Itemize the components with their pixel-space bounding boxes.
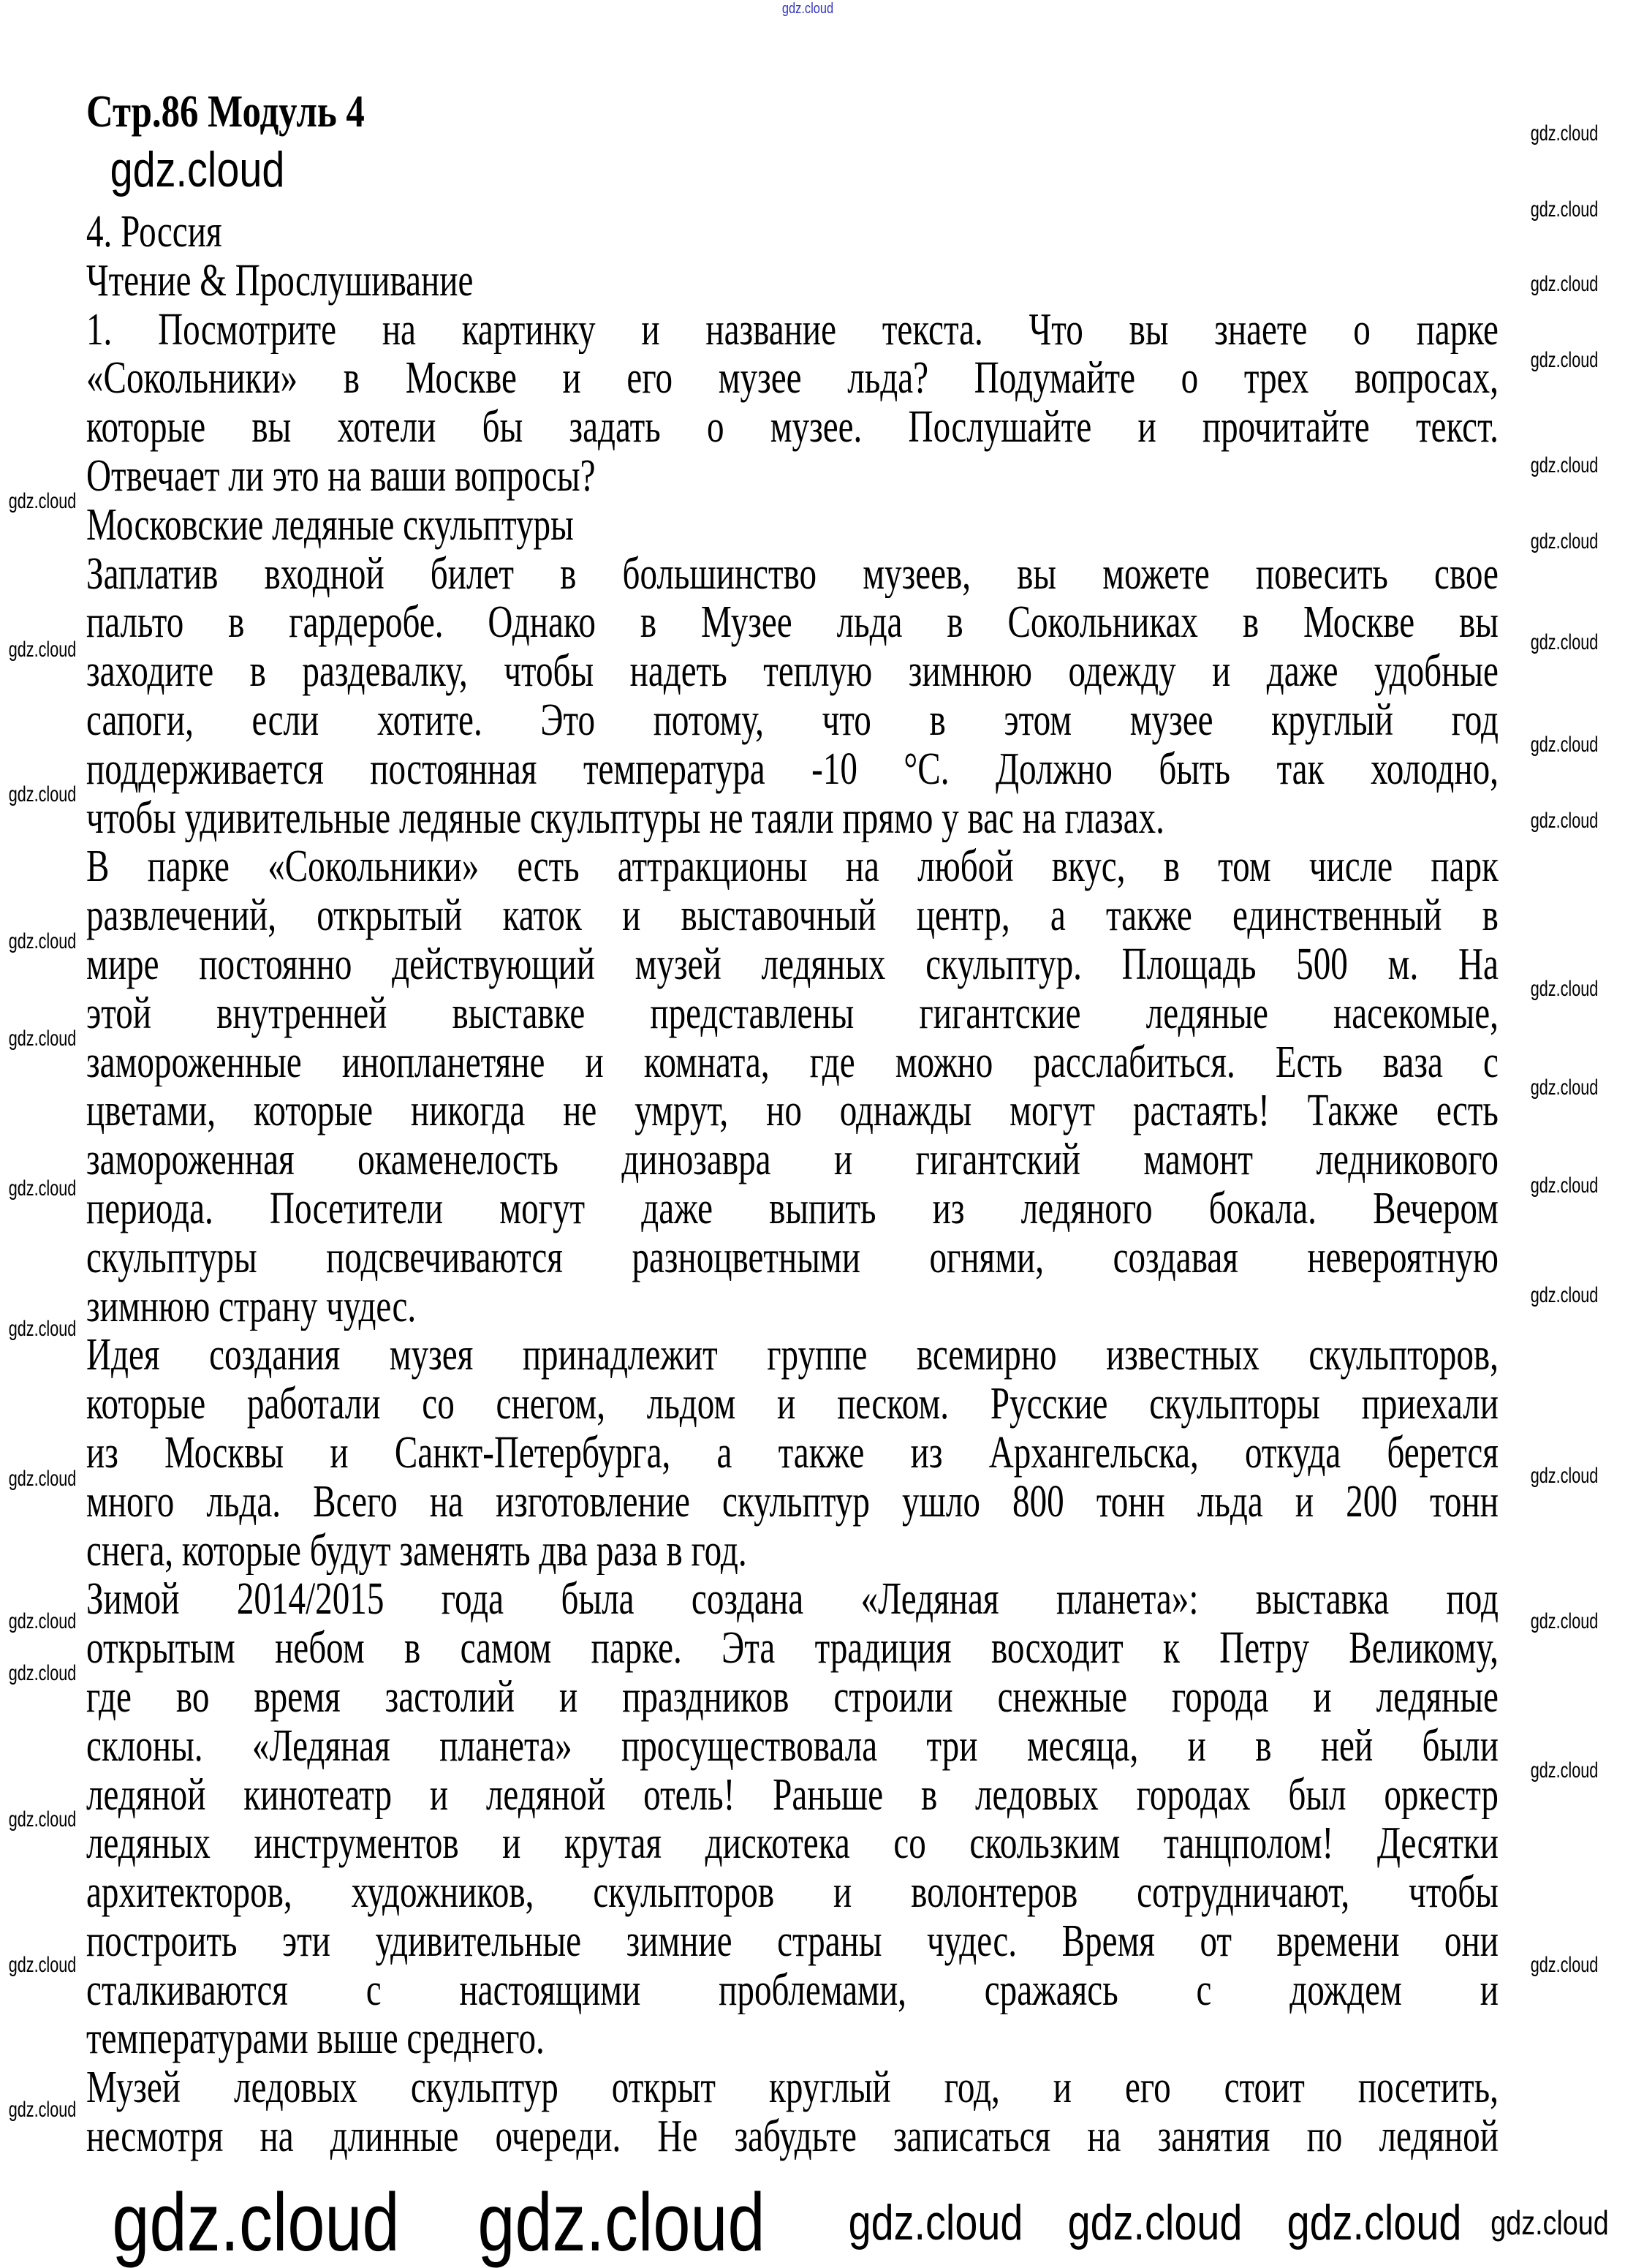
- text-line: замороженная окаменелость динозавра и гигантский мамонт ледникового: [86, 1135, 1499, 1184]
- watermark-text: gdz.cloud: [1490, 2204, 1609, 2242]
- text-line: заходите в раздевалку, чтобы надеть теплую зимнюю одежду и даже удобные: [86, 647, 1499, 696]
- watermark-text: gdz.cloud: [1530, 1076, 1599, 1100]
- watermark-text: gdz.cloud: [1530, 272, 1599, 296]
- text-line: склоны. «Ледяная планета» просуществовала три месяца, и в ней были: [86, 1721, 1499, 1771]
- watermark-text: gdz.cloud: [1530, 1758, 1599, 1783]
- text-line: пальто в гардеробе. Однако в Музее льда в Сокольниках в Москве вы: [86, 598, 1499, 648]
- text-line: сапоги, если хотите. Это потому, что в этом музее круглый год: [86, 695, 1499, 745]
- text-line: Заплатив входной билет в большинство музеев, вы можете повесить свое: [86, 549, 1499, 599]
- text-line: чтобы удивительные ледяные скульптуры не таяли прямо у вас на глазах.: [86, 793, 1164, 843]
- watermark-text: gdz.cloud: [1530, 1173, 1599, 1198]
- watermark-text: gdz.cloud: [8, 1953, 77, 1977]
- watermark-text: gdz.cloud: [1530, 1953, 1599, 1977]
- text-line: развлечений, открытый каток и выставочный центр, а также единственный в: [86, 891, 1499, 940]
- text-line: Музей ледовых скульптур открыт круглый год, и его стоит посетить,: [86, 2063, 1499, 2113]
- text-line: ледяных инструментов и крутая дискотека со скользким танцполом! Десятки: [86, 1819, 1499, 1869]
- watermark-text: gdz.cloud: [8, 782, 77, 806]
- text-line: цветами, которые никогда не умрут, но однажды могут растаять! Также есть: [86, 1086, 1499, 1136]
- text-line: архитекторов, художников, скульпторов и волонтеров сотрудничают, чтобы: [86, 1868, 1499, 1917]
- watermark-text: gdz.cloud: [8, 1807, 77, 1832]
- watermark-text: gdz.cloud: [848, 2195, 1023, 2250]
- text-line: температурами выше среднего.: [86, 2014, 545, 2064]
- watermark-text: gdz.cloud: [1530, 1283, 1599, 1307]
- text-line: сталкиваются с настоящими проблемами, сражаясь с дождем и: [86, 1965, 1499, 2015]
- text-line: этой внутренней выставке представлены гигантские ледяные насекомые,: [86, 989, 1499, 1038]
- article-title: Московские ледяные скульптуры: [86, 500, 574, 550]
- text-line: которые работали со снегом, льдом и песком. Русские скульпторы приехали: [86, 1380, 1499, 1429]
- text-line: В парке «Сокольники» есть аттракционы на любой вкус, в том числе парк: [86, 842, 1499, 892]
- watermark-text: gdz.cloud: [1530, 453, 1599, 477]
- watermark-text: gdz.cloud: [1530, 121, 1599, 145]
- text-line: 1. Посмотрите на картинку и название текста. Что вы знаете о парке: [86, 305, 1499, 355]
- watermark-text: gdz.cloud: [110, 142, 285, 197]
- text-line: открытым небом в самом парке. Эта традиция восходит к Петру Великому,: [86, 1624, 1499, 1673]
- text-line: где во время застолий и праздников строили снежные города и ледяные: [86, 1672, 1499, 1722]
- watermark-text: gdz.cloud: [8, 1467, 77, 1491]
- watermark-text: gdz.cloud: [8, 1661, 77, 1685]
- watermark-text: gdz.cloud: [8, 929, 77, 953]
- text-line: поддерживается постоянная температура -10 °C. Должно быть так холодно,: [86, 744, 1499, 794]
- text-line: много льда. Всего на изготовление скульптур ушло 800 тонн льда и 200 тонн: [86, 1477, 1499, 1527]
- text-line: периода. Посетители могут даже выпить из ледяного бокала. Вечером: [86, 1184, 1499, 1233]
- text-line: несмотря на длинные очереди. Не забудьте записаться на занятия по ледяной: [86, 2112, 1499, 2161]
- watermark-text: gdz.cloud: [1530, 630, 1599, 654]
- text-line: из Москвы и Санкт-Петербурга, а также из Архангельска, откуда берется: [86, 1428, 1499, 1478]
- watermark-text: gdz.cloud: [1530, 977, 1599, 1001]
- watermark-text: gdz.cloud: [1287, 2195, 1462, 2250]
- watermark-text: gdz.cloud: [112, 2177, 400, 2268]
- watermark-text: gdz.cloud: [1530, 733, 1599, 757]
- subsection-title: Чтение & Прослушивание: [86, 256, 474, 306]
- text-line: Идея создания музея принадлежит группе всемирно известных скульпторов,: [86, 1331, 1499, 1380]
- text-line: Зимой 2014/2015 года была создана «Ледяная планета»: выставка под: [86, 1575, 1499, 1625]
- watermark-text: gdz.cloud: [1530, 348, 1599, 372]
- document-body: [86, 208, 1499, 2161]
- text-line: скульптуры подсвечиваются разноцветными огнями, создавая невероятную: [86, 1233, 1499, 1282]
- watermark-text: gdz.cloud: [781, 1, 834, 17]
- page-heading: Стр.86 Модуль 4: [86, 87, 365, 137]
- text-line: которые вы хотели бы задать о музее. Послушайте и прочитайте текст.: [86, 403, 1499, 452]
- watermark-text: gdz.cloud: [1530, 1609, 1599, 1633]
- watermark-text: gdz.cloud: [8, 1317, 77, 1341]
- watermark-text: gdz.cloud: [8, 1176, 77, 1201]
- watermark-text: gdz.cloud: [1067, 2195, 1243, 2250]
- watermark-text: gdz.cloud: [1530, 529, 1599, 553]
- text-line: построить эти удивительные зимние страны чудес. Время от времени они: [86, 1916, 1499, 1966]
- watermark-text: gdz.cloud: [1530, 1464, 1599, 1488]
- text-line: снега, которые будут заменять два раза в год.: [86, 1526, 747, 1576]
- watermark-text: gdz.cloud: [8, 2098, 77, 2122]
- section-title: 4. Россия: [86, 208, 222, 257]
- text-line: ледяной кинотеатр и ледяной отель! Раньше в ледовых городах был оркестр: [86, 1770, 1499, 1820]
- watermark-text: gdz.cloud: [477, 2177, 765, 2268]
- watermark-text: gdz.cloud: [8, 1609, 77, 1633]
- text-line: замороженные инопланетяне и комната, где можно расслабиться. Есть ваза с: [86, 1037, 1499, 1087]
- text-line: мире постоянно действующий музей ледяных скульптур. Площадь 500 м. На: [86, 940, 1499, 989]
- text-line: зимнюю страну чудес.: [86, 1282, 417, 1331]
- watermark-text: gdz.cloud: [1530, 809, 1599, 833]
- watermark-text: gdz.cloud: [8, 638, 77, 662]
- watermark-text: gdz.cloud: [8, 1027, 77, 1051]
- text-line: «Сокольники» в Москве и его музее льда? Подумайте о трех вопросах,: [86, 354, 1499, 404]
- watermark-text: gdz.cloud: [8, 489, 77, 513]
- watermark-text: gdz.cloud: [1530, 197, 1599, 222]
- text-line: Отвечает ли это на ваши вопросы?: [86, 451, 596, 501]
